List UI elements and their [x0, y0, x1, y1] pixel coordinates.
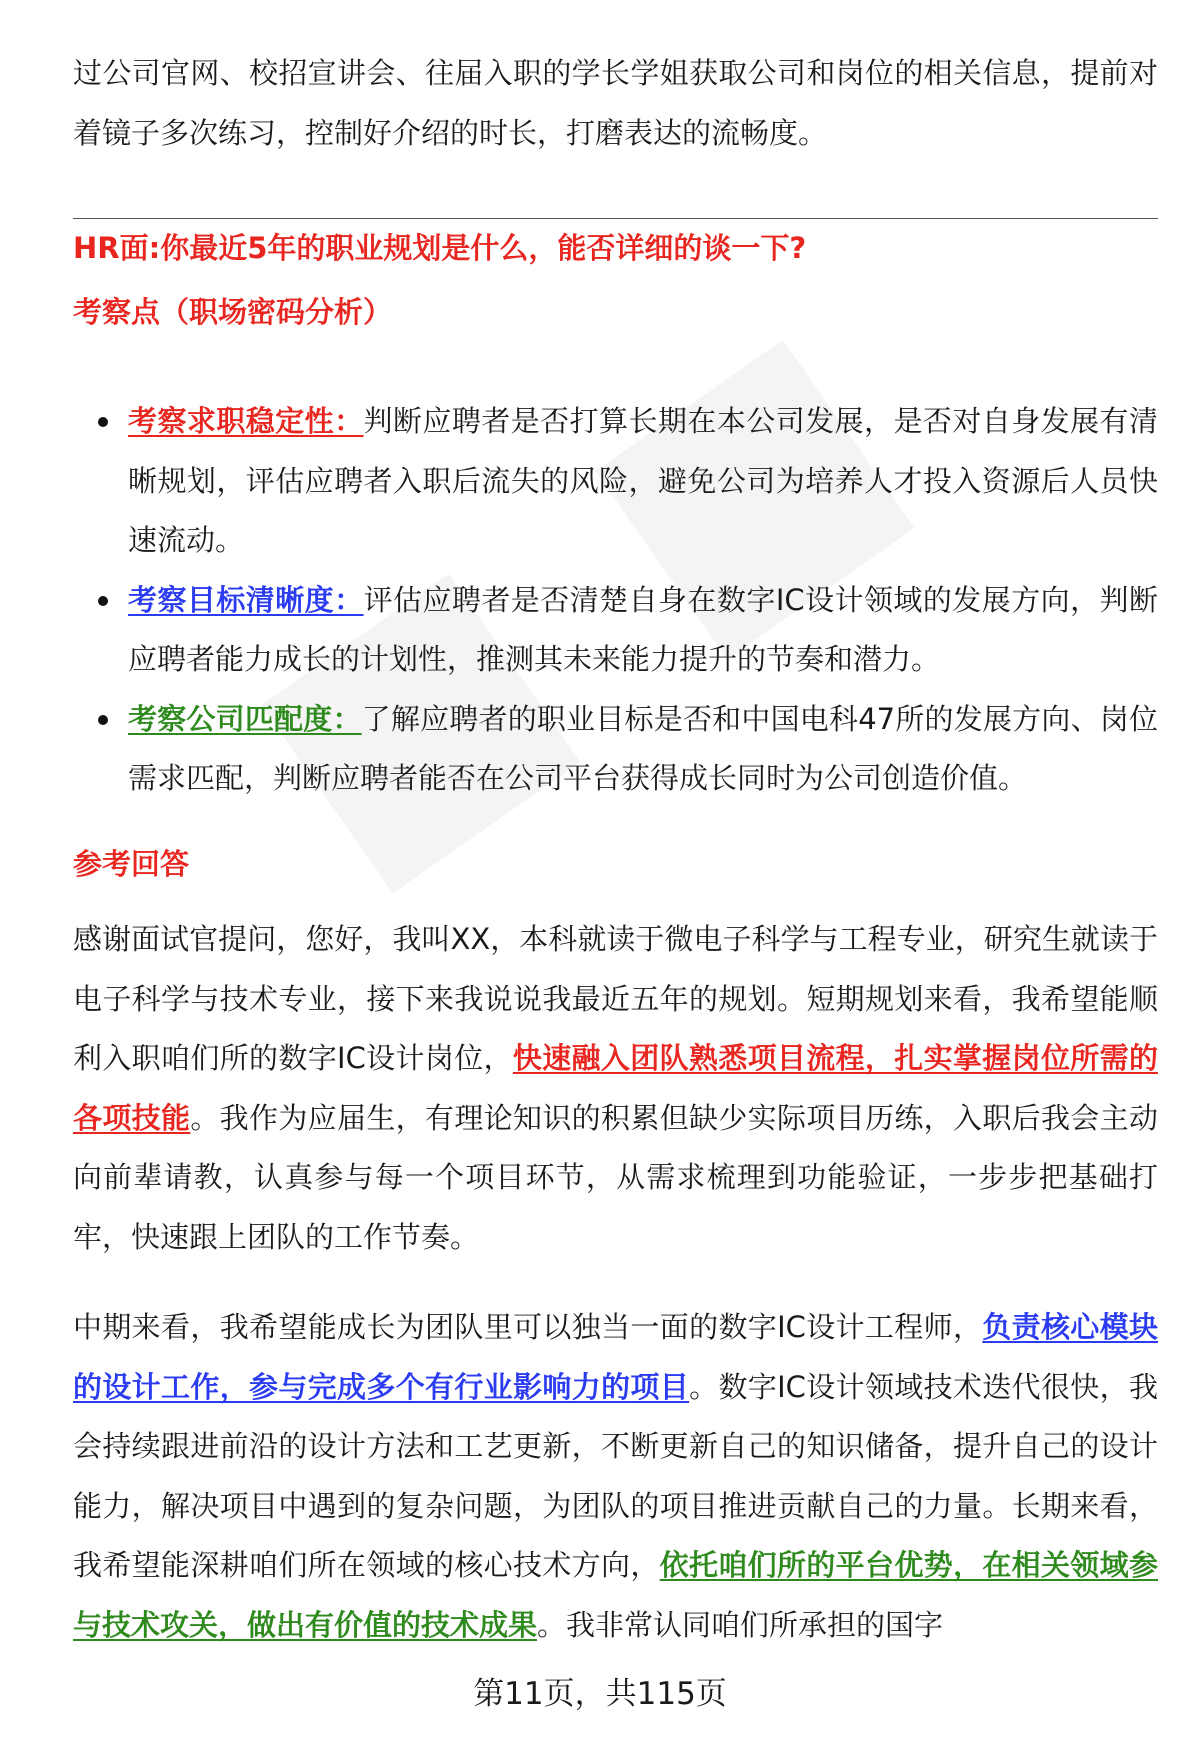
point-label: 考察求职稳定性：: [128, 404, 364, 438]
bullet-dot-icon: [98, 596, 108, 606]
answer-paragraph-2: [73, 1298, 1158, 1655]
analysis-point: [73, 690, 1158, 809]
answer-highlight: 快速融入团队熟悉项目流程，扎实掌握岗位所需的各项技能: [73, 1041, 1158, 1135]
question-title: HR面:你最近5年的职业规划是什么，能否详细的谈一下?: [73, 231, 807, 265]
answer-heading: 参考回答: [73, 847, 190, 881]
analysis-points-list: [73, 392, 1158, 809]
intro-paragraph: 过公司官网、校招宣讲会、往届入职的学长学姐获取公司和岗位的相关信息，提前对着镜子多次练习，控制好介绍的时长，打磨表达的流畅度。: [73, 56, 1158, 150]
point-label: 考察公司匹配度：: [128, 701, 362, 736]
section-divider: [73, 218, 1158, 219]
bullet-dot-icon: [98, 715, 108, 725]
answer-paragraph-1: [73, 910, 1158, 1267]
point-text: 评估应聘者是否清楚自身在数字IC设计领域的发展方向，判断应聘者能力成长的计划性，推测其未来能力提升的节奏和潜力。: [128, 582, 1158, 676]
page-number: 第11页，共115页: [473, 1676, 727, 1712]
answer-highlight: 依托咱们所的平台优势，在相关领域参与技术攻关，做出有价值的技术成果: [73, 1548, 1158, 1642]
answer-text: 中期来看，我希望能成长为团队里可以独当一面的数字IC设计工程师，: [73, 1310, 983, 1344]
bullet-dot-icon: [98, 417, 108, 427]
answer-text: 感谢面试官提问，您好，我叫XX，本科就读于微电子科学与工程专业，研究生就读于电子科学与技术专业，接下来我说说我最近五年的规划。短期规划来看，我希望能顺利入职咱们所的数字IC设计岗位，: [73, 922, 1158, 1075]
point-label: 考察目标清晰度：: [128, 582, 364, 617]
point-text: 判断应聘者是否打算长期在本公司发展，是否对自身发展有清晰规划，评估应聘者入职后流失的风险，避免公司为培养人才投入资源后人员快速流动。: [128, 404, 1158, 557]
answer-text: 。我作为应届生，有理论知识的积累但缺少实际项目历练，入职后我会主动向前辈请教，认真参与每一个项目环节，从需求梳理到功能验证，一步步把基础打牢，快速跟上团队的工作节奏。: [73, 1100, 1158, 1254]
analysis-point: [73, 392, 1158, 571]
analysis-point: [73, 571, 1158, 690]
answer-text: 。我非常认同咱们所承担的国字: [537, 1607, 944, 1642]
point-text: 了解应聘者的职业目标是否和中国电科47所的发展方向、岗位需求匹配，判断应聘者能否在公司平台获得成长同时为公司创造价值。: [128, 701, 1158, 795]
answer-text: 。数字IC设计领域技术迭代很快，我会持续跟进前沿的设计方法和工艺更新，不断更新自己的知识储备，提升自己的设计能力，解决项目中遇到的复杂问题，为团队的项目推进贡献自己的力量。长期来看，我希望能深耕咱们所在领域的核心技术方向，: [73, 1369, 1158, 1582]
answer-highlight: 负责核心模块的设计工作，参与完成多个有行业影响力的项目: [73, 1310, 1158, 1404]
analysis-heading: 考察点（职场密码分析）: [73, 295, 393, 329]
